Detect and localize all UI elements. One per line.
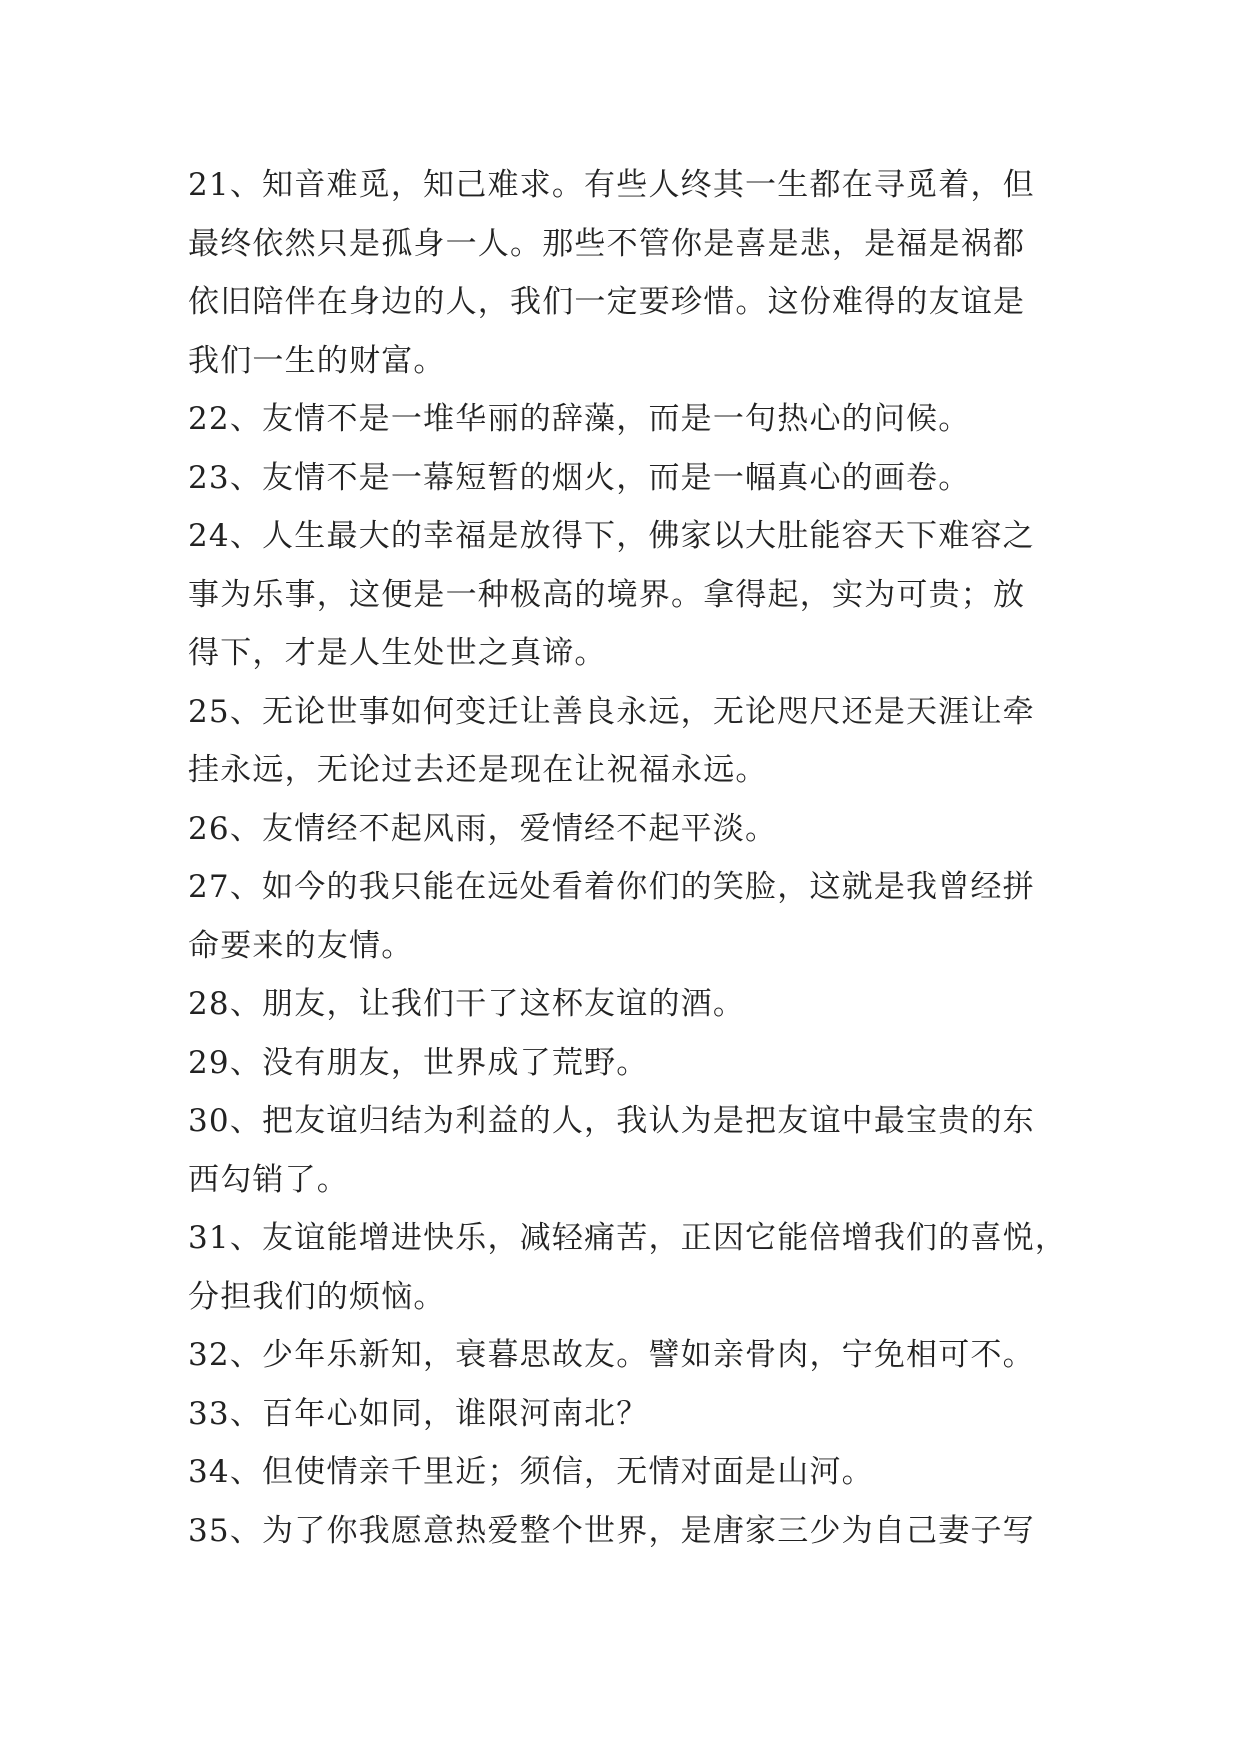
text-line-7: 24、人生最大的幸福是放得下，佛家以大肚能容天下难容之: [188, 518, 1035, 554]
text-line-16: 29、没有朋友，世界成了荒野。: [188, 1044, 649, 1081]
text-line-11: 挂永远，无论过去还是现在让祝福永远。: [188, 752, 768, 788]
text-line-6: 23、友情不是一幕短暂的烟火，而是一幅真心的画卷。: [188, 459, 971, 496]
text-line-14: 命要来的友情。: [188, 927, 414, 964]
text-line-10: 25、无论世事如何变迁让善良永远，无论咫尺还是天涯让牵: [188, 693, 1035, 730]
text-line-17: 30、把友谊归结为利益的人，我认为是把友谊中最宝贵的东: [188, 1103, 1035, 1139]
text-line-24: 35、为了你我愿意热爱整个世界，是唐家三少为自己妻子写: [188, 1512, 1035, 1549]
text-line-3: 依旧陪伴在身边的人，我们一定要珍惜。这份难得的友谊是: [188, 284, 1026, 320]
text-line-2: 最终依然只是孤身一人。那些不管你是喜是悲，是福是祸都: [188, 225, 1026, 262]
text-line-22: 33、百年心如同，谁限河南北？: [188, 1395, 649, 1432]
text-line-13: 27、如今的我只能在远处看着你们的笑脸，这就是我曾经拼: [188, 869, 1035, 905]
text-line-5: 22、友情不是一堆华丽的辞藻，而是一句热心的问候。: [188, 401, 971, 437]
text-line-19: 31、友谊能增进快乐，减轻痛苦，正因它能倍增我们的喜悦，: [188, 1220, 1068, 1256]
text-line-21: 32、少年乐新知，衰暮思故友。譬如亲骨肉，宁免相可不。: [188, 1337, 1035, 1373]
text-line-9: 得下，才是人生处世之真谛。: [188, 635, 607, 671]
text-line-4: 我们一生的财富。: [188, 342, 446, 379]
text-line-15: 28、朋友，让我们干了这杯友谊的酒。: [188, 986, 746, 1022]
text-line-12: 26、友情经不起风雨，爱情经不起平淡。: [188, 810, 778, 847]
text-line-20: 分担我们的烦恼。: [188, 1278, 446, 1315]
text-line-18: 西勾销了。: [188, 1161, 349, 1198]
document-body: [188, 156, 1068, 1560]
text-line-8: 事为乐事，这便是一种极高的境界。拿得起，实为可贵；放: [188, 576, 1026, 613]
text-line-1: 21、知音难觅，知己难求。有些人终其一生都在寻觅着，但: [188, 167, 1035, 203]
text-line-23: 34、但使情亲千里近；须信，无情对面是山河。: [188, 1454, 874, 1490]
